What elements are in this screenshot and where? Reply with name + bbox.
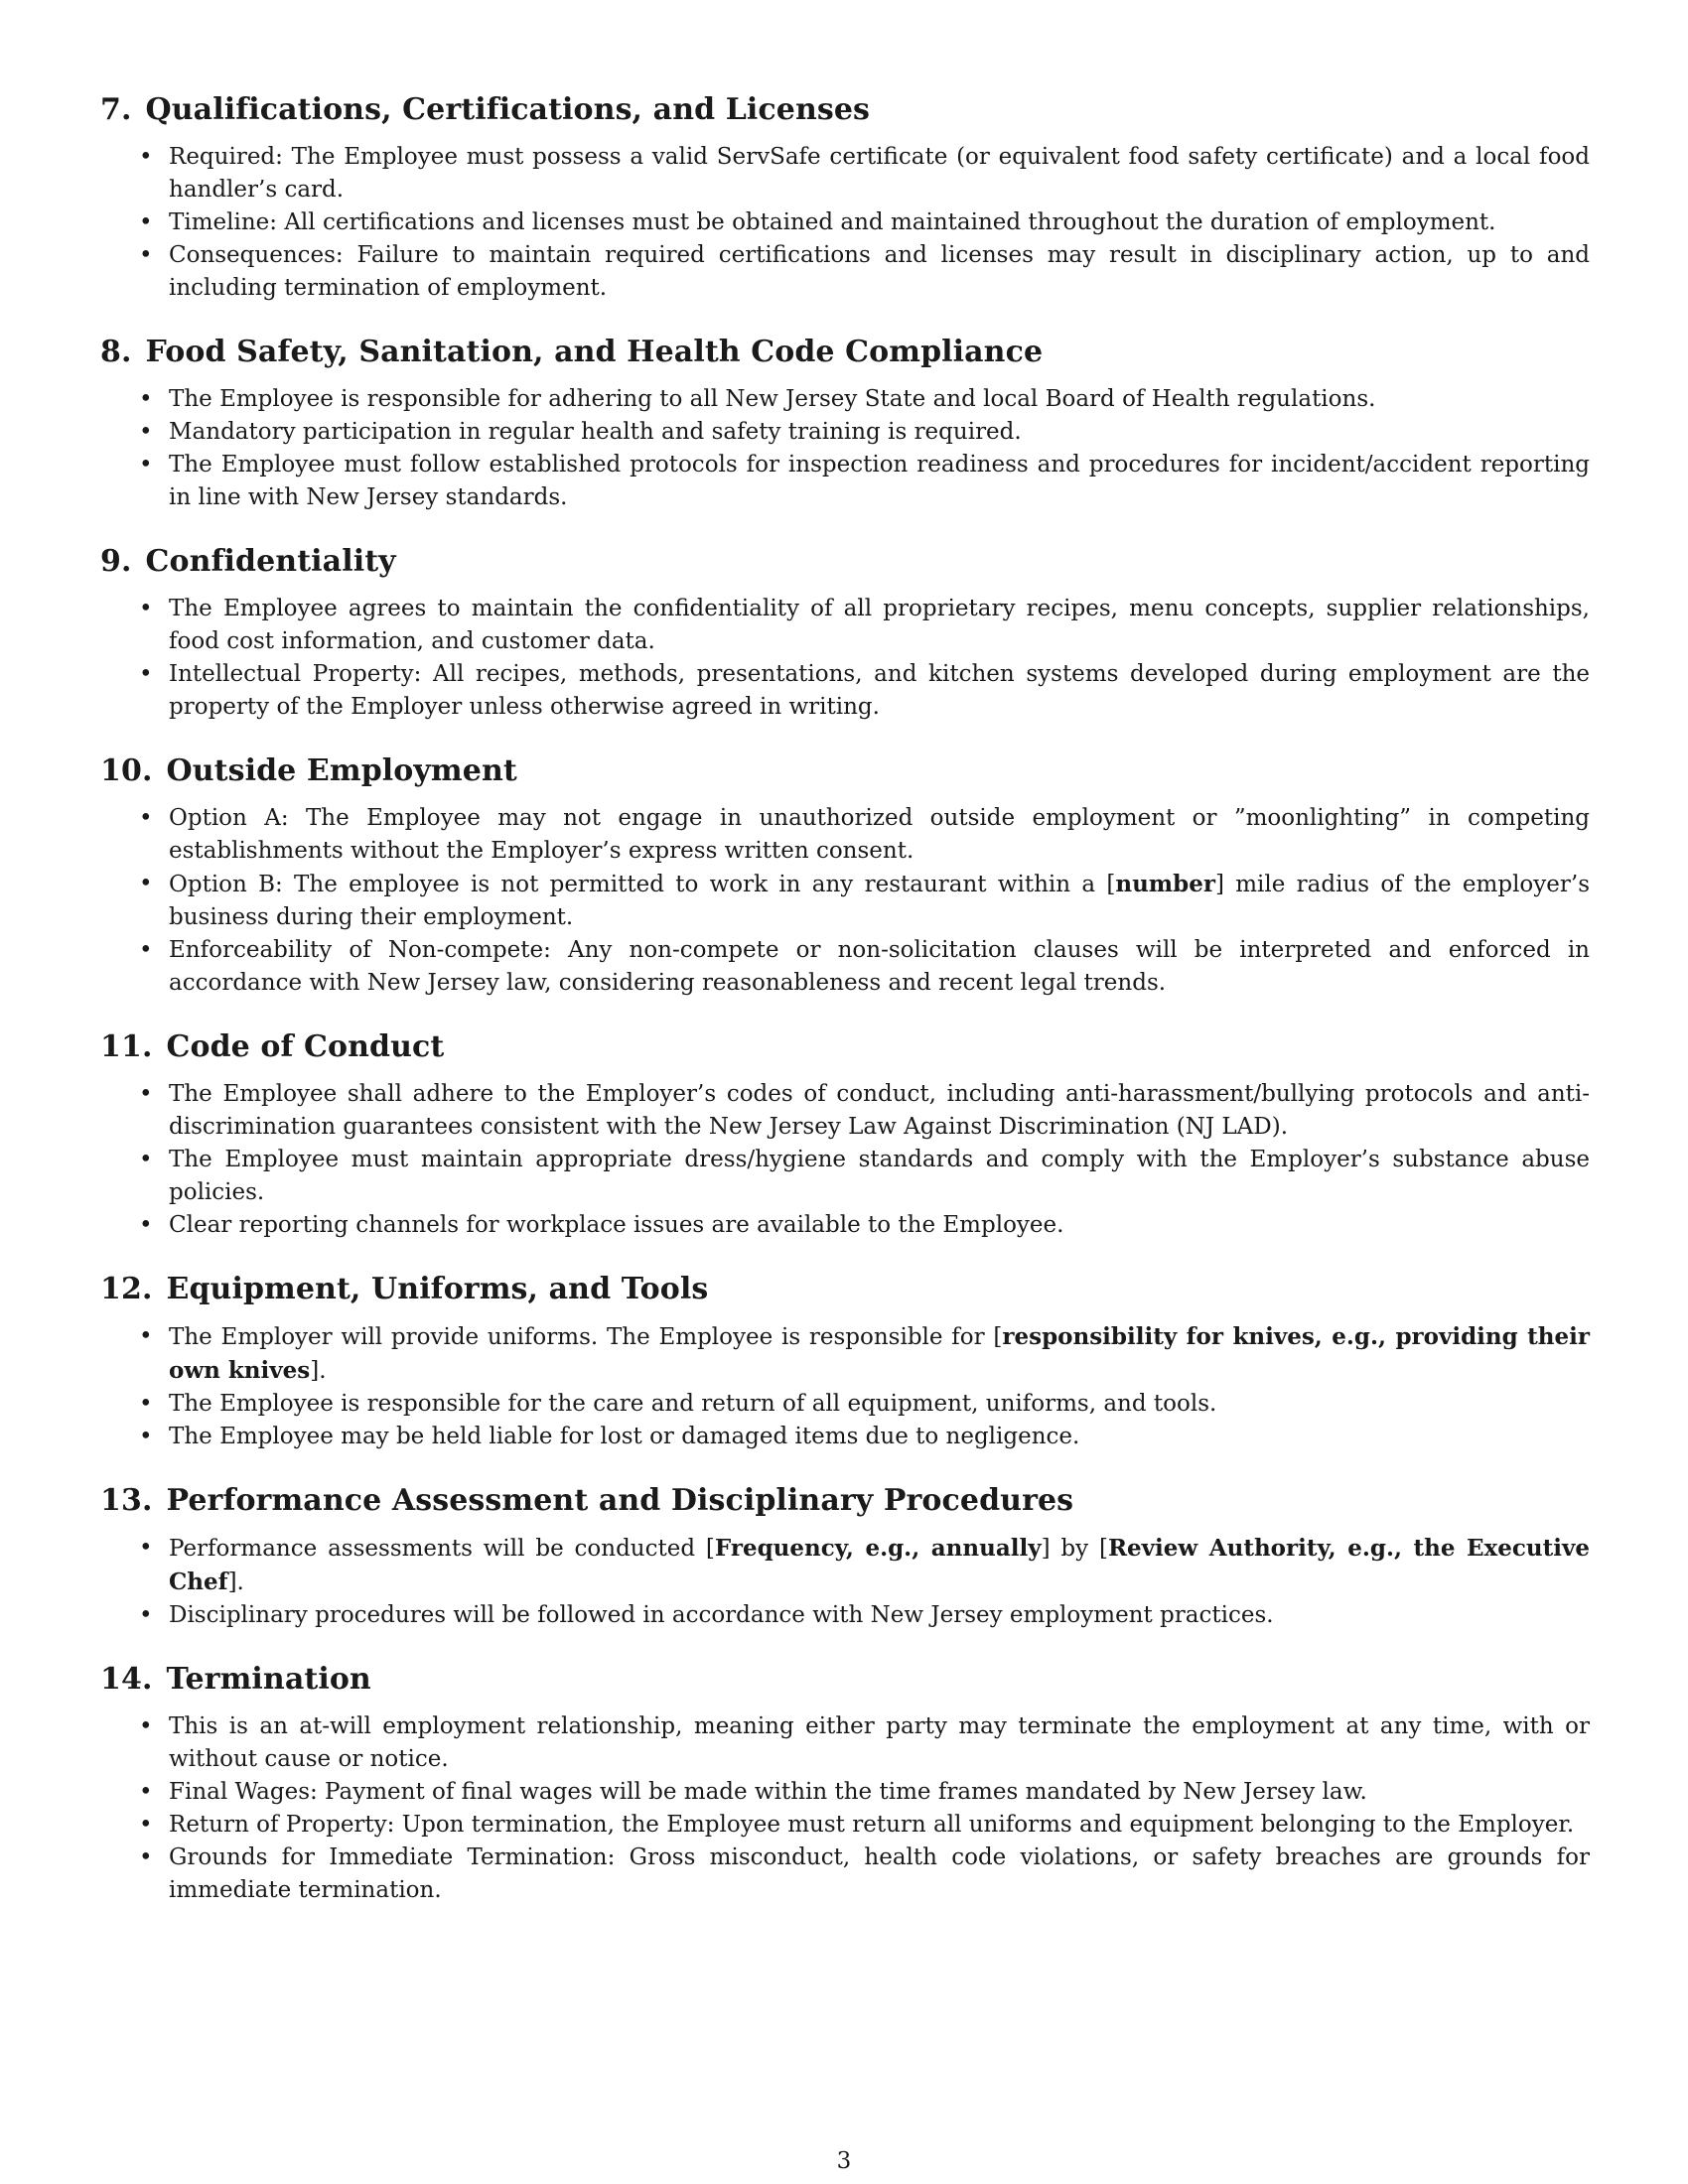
section-number: 9. [100, 544, 132, 579]
list-item: • Grounds for Immediate Termination: Gross misconduct, health code violations, or safety breaches are grounds for immediate termination. [100, 1842, 1590, 1907]
section-number: 8. [100, 335, 132, 369]
list-item: • Option A: The Employee may not engage in unauthorized outside employment or ”moonlighting” in competing establishments without the Employer’s express written consent. [100, 802, 1590, 868]
document-page [100, 91, 1590, 1936]
section-heading [100, 543, 1590, 581]
section-number: 11. [100, 1029, 153, 1064]
bullet-list [100, 1710, 1590, 1907]
item-text-post: ] mile radius of the employer’s business during their employment. [169, 872, 1590, 930]
list-item: • The Employee is responsible for the care and return of all equipment, uniforms, and tools. [100, 1388, 1590, 1421]
bullet-list [100, 1078, 1590, 1242]
list-item: • This is an at-will employment relationship, meaning either party may terminate the employment at any time, with or without cause or notice. [100, 1710, 1590, 1776]
item-text-pre: Option B: The employee is not permitted to work in any restaurant within a [ [169, 872, 1116, 897]
item-text-post: ]. [310, 1358, 327, 1384]
section-title: Qualifications, Certifications, and Licenses [145, 92, 871, 127]
section-title: Outside Employment [166, 753, 517, 788]
list-item: • The Employee agrees to maintain the confidentiality of all proprietary recipes, menu concepts, supplier relationships, food cost information, and customer data. [100, 593, 1590, 658]
bullet-list [100, 802, 1590, 1000]
list-item: • Intellectual Property: All recipes, methods, presentations, and kitchen systems developed during employment are the property of the Employer unless otherwise agreed in writing. [100, 658, 1590, 724]
section-code-of-conduct [100, 1028, 1590, 1242]
list-item [100, 868, 1590, 934]
section-number: 14. [100, 1662, 153, 1697]
section-title: Confidentiality [145, 544, 396, 579]
list-item: • Enforceability of Non-compete: Any non-compete or non-solicitation clauses will be interpreted and enforced in accordance with New Jersey law, considering reasonableness and recent legal trends. [100, 934, 1590, 1000]
bullet-list [100, 1532, 1590, 1632]
bullet-list [100, 593, 1590, 724]
item-text-mid: ] by [ [1041, 1536, 1108, 1562]
section-qualifications [100, 91, 1590, 305]
item-text-pre: Performance assessments will be conducted [ [169, 1536, 715, 1562]
section-confidentiality [100, 543, 1590, 724]
item-text-pre: The Employer will provide uniforms. The Employee is responsible for [ [169, 1324, 1003, 1350]
placeholder-field: Review Authority, e.g., the Executive Chef [169, 1535, 1590, 1595]
bullet-list [100, 1320, 1590, 1453]
bullet-list [100, 383, 1590, 514]
section-title: Performance Assessment and Disciplinary Procedures [166, 1483, 1074, 1518]
section-heading [100, 334, 1590, 371]
placeholder-field: responsibility for knives, e.g., providing their own knives [169, 1323, 1590, 1384]
section-heading [100, 1271, 1590, 1308]
item-text-post: ]. [227, 1570, 244, 1595]
list-item [100, 1532, 1590, 1599]
section-performance [100, 1482, 1590, 1632]
section-outside-employment [100, 752, 1590, 1000]
section-title: Food Safety, Sanitation, and Health Code Compliance [145, 335, 1044, 369]
section-number: 10. [100, 753, 153, 788]
section-heading [100, 1661, 1590, 1699]
page-number: 3 [836, 2148, 852, 2174]
list-item: • Consequences: Failure to maintain required certifications and licenses may result in disciplinary action, up to and including termination of employment. [100, 239, 1590, 305]
placeholder-field: number [1115, 871, 1215, 897]
section-equipment [100, 1271, 1590, 1453]
section-number: 13. [100, 1483, 153, 1518]
list-item: • Clear reporting channels for workplace issues are available to the Employee. [100, 1209, 1590, 1242]
list-item: • Required: The Employee must possess a valid ServSafe certificate (or equivalent food safety certificate) and a local food handler’s card. [100, 141, 1590, 206]
bullet-list [100, 141, 1590, 305]
section-heading [100, 1482, 1590, 1520]
list-item: • The Employee must follow established protocols for inspection readiness and procedures for incident/accident reporting in line with New Jersey standards. [100, 449, 1590, 514]
list-item: • The Employee shall adhere to the Employer’s codes of conduct, including anti-harassment/bullying protocols and anti-discrimination guarantees consistent with the New Jersey Law Against Discrimination (NJ LAD). [100, 1078, 1590, 1144]
list-item: • Final Wages: Payment of final wages will be made within the time frames mandated by New Jersey law. [100, 1776, 1590, 1809]
list-item: • Timeline: All certifications and licenses must be obtained and maintained throughout the duration of employment. [100, 206, 1590, 239]
list-item: • Disciplinary procedures will be followed in accordance with New Jersey employment practices. [100, 1599, 1590, 1632]
section-heading [100, 1028, 1590, 1066]
section-food-safety [100, 334, 1590, 514]
list-item: • The Employee must maintain appropriate dress/hygiene standards and comply with the Employer’s substance abuse policies. [100, 1144, 1590, 1209]
section-title: Code of Conduct [166, 1029, 445, 1064]
list-item: • Mandatory participation in regular health and safety training is required. [100, 416, 1590, 449]
section-title: Equipment, Uniforms, and Tools [166, 1272, 709, 1306]
list-item: • The Employee is responsible for adhering to all New Jersey State and local Board of Health regulations. [100, 383, 1590, 416]
section-heading [100, 91, 1590, 129]
section-heading [100, 752, 1590, 790]
list-item [100, 1320, 1590, 1388]
section-title: Termination [166, 1662, 371, 1697]
list-item: • Return of Property: Upon termination, the Employee must return all uniforms and equipment belonging to the Employer. [100, 1809, 1590, 1842]
list-item: • The Employee may be held liable for lost or damaged items due to negligence. [100, 1421, 1590, 1453]
section-termination [100, 1661, 1590, 1907]
placeholder-field: Frequency, e.g., annually [714, 1535, 1042, 1562]
section-number: 7. [100, 92, 132, 127]
section-number: 12. [100, 1272, 153, 1306]
